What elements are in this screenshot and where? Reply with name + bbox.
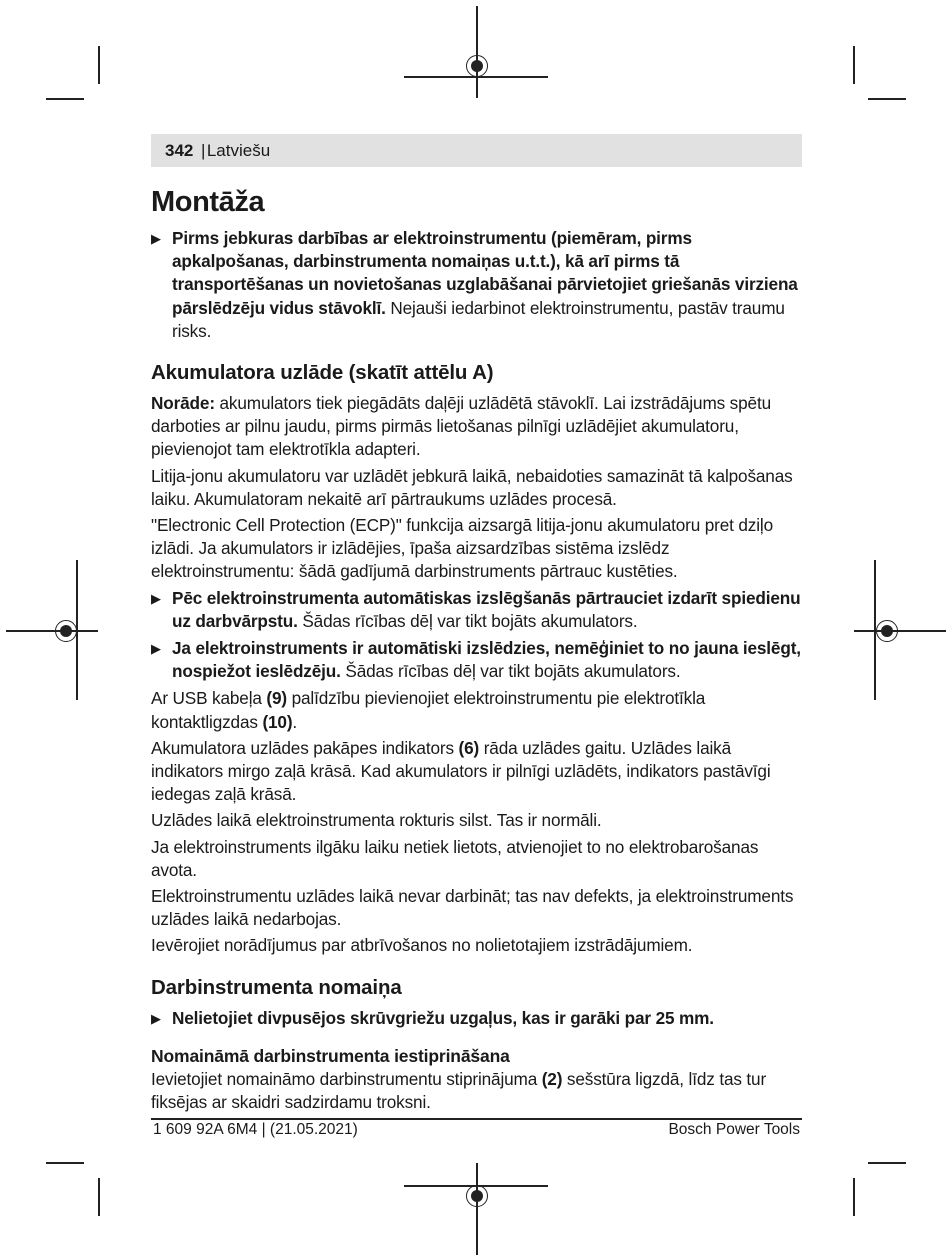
note-paragraph [151, 392, 801, 462]
lithium-paragraph: Litija-jonu akumulatoru var uzlādēt jebkurā laikā, nebaidoties samazināt tā kalpošanas laiku. Akumulatoram nekaitē arī pārtraukums uzlādes procesā. [151, 465, 793, 509]
text-span: sešstūra ligzdā, līdz tas tur fiksējas ar skaidri sadzirdamu troksni. [151, 1068, 767, 1113]
crop-mark [868, 98, 906, 100]
crop-mark [854, 630, 946, 632]
brand-name: Bosch Power Tools [668, 1121, 800, 1138]
warning-bold-text: Pirms jebkuras darbības ar elektroinstrumentu (piemēram, pirms apkalpošanas, darbinstrumenta nomaiņas u.t.t.), kā arī pirms tā transportēšanas un novietošanas uzglabāšanai pārvietojiet griešanās virziena pārslēdzēju vidus stāvoklī. [172, 228, 798, 318]
crop-mark [868, 1162, 906, 1164]
section-title-tool-change: Darbinstrumenta nomaiņa [151, 975, 402, 999]
no-defect-paragraph: Elektroinstrumentu uzlādes laikā nevar darbināt; tas nav defekts, ja elektroinstruments uzlādes laikā nedarbojas. [151, 886, 794, 930]
reference-number: (10) [262, 711, 293, 732]
text-span: rāda uzlādes gaitu. Uzlādes laikā indikators mirgo zaļā krāsā. Kad akumulators ir pilnīgi uzlādēts, indikators pastāvīgi iedegas zaļā krāsā. [151, 737, 771, 805]
crop-mark [853, 1178, 855, 1216]
bullet-arrow-icon: ▶ [151, 590, 161, 606]
reference-number: (6) [458, 737, 480, 758]
disposal-paragraph: Ievērojiet norādījumus par atbrīvošanos no nolietotajiem izstrādājumiem. [151, 935, 693, 956]
section-title-charging: Akumulatora uzlāde (skatīt attēlu A) [151, 361, 494, 385]
bullet-text: Šādas rīcības dēļ var tikt bojāts akumulators. [297, 610, 638, 631]
warning-bullet [151, 637, 801, 683]
footer-divider [151, 1118, 802, 1120]
language-name: Latviešu [206, 141, 271, 160]
text-span: . [292, 711, 298, 732]
bullet-arrow-icon: ▶ [151, 1010, 161, 1026]
warning-bullet [151, 227, 801, 343]
crop-mark [476, 1163, 478, 1255]
crop-mark [6, 630, 98, 632]
crop-mark [98, 1178, 100, 1216]
crop-mark [46, 1162, 84, 1164]
bullet-arrow-icon: ▶ [151, 231, 161, 246]
registration-mark-icon [466, 1185, 488, 1207]
ecp-paragraph: "Electronic Cell Protection (ECP)" funkcija aizsargā litija-jonu akumulatoru pret dziļo izlādi. Ja akumulators ir izlādējies, īpaša aizsardzības sistēma izslēdz elektroinstrumentu: šādā gadījumā darbinstruments pārtrauc kustēties. [151, 515, 773, 582]
reference-number: (2) [541, 1068, 563, 1089]
section-title-montaza: Montāža [151, 186, 265, 218]
text-span: Ar USB kabeļa [151, 688, 267, 709]
insert-paragraph [151, 1068, 801, 1114]
page-number: 342 [165, 141, 194, 160]
text-span: palīdzību pievienojiet elektroinstrumentu pie elektrotīkla kontaktligzdas [151, 688, 706, 732]
page-header [151, 134, 802, 167]
note-text: akumulators tiek piegādāts daļēji uzlādētā stāvoklī. Lai izstrādājums spētu darboties ar pilnu jaudu, pirms pirmās lietošanas pilnīgi uzlādējiet akumulatoru, pievienojot tam elektrotīkla adapteri. [151, 393, 771, 460]
text-span: Ievietojiet nomaināmo darbinstrumentu stiprinājuma [151, 1068, 542, 1089]
bullet-bold-text: Nelietojiet divpusējos skrūvgriežu uzgaļus, kas ir garāki par 25 mm. [172, 1007, 714, 1028]
crop-mark [476, 6, 478, 98]
bullet-text: Šādas rīcības dēļ var tikt bojāts akumulators. [340, 661, 681, 682]
crop-mark [46, 98, 84, 100]
bullet-bold-text: Pēc elektroinstrumenta automātiskas izslēgšanās pārtrauciet izdarīt spiedienu uz darbvārpstu. [172, 587, 801, 631]
handle-paragraph: Uzlādes laikā elektroinstrumenta rokturis silst. Tas ir normāli. [151, 810, 602, 831]
registration-mark-icon [55, 620, 77, 642]
page-content [151, 183, 801, 1117]
reference-number: (9) [266, 688, 287, 709]
warning-bullet [151, 587, 801, 633]
warning-bullet [151, 1007, 801, 1030]
indicator-paragraph [151, 737, 801, 807]
document-id: 1 609 92A 6M4 | (21.05.2021) [153, 1121, 358, 1138]
warning-text: Nejauši iedarbinot elektroinstrumentu, pastāv traumu risks. [172, 297, 785, 341]
bullet-bold-text: Ja elektroinstruments ir automātiski izslēdzies, nemēģiniet to no jauna ieslēgt, nospiežot ieslēdzēju. [172, 638, 801, 682]
usb-paragraph [151, 687, 801, 733]
crop-mark [853, 46, 855, 84]
subsection-title: Nomaināmā darbinstrumenta iestiprināšana [151, 1045, 510, 1066]
registration-mark-icon [876, 620, 898, 642]
disconnect-paragraph: Ja elektroinstruments ilgāku laiku netiek lietots, atvienojiet to no elektrobarošanas avota. [151, 836, 759, 880]
crop-mark [98, 46, 100, 84]
bullet-arrow-icon: ▶ [151, 641, 161, 657]
language-label: | Latviešu [201, 141, 271, 160]
note-label: Norāde: [151, 393, 215, 414]
registration-mark-icon [466, 55, 488, 77]
text-span: Akumulatora uzlādes pakāpes indikators [151, 737, 459, 758]
